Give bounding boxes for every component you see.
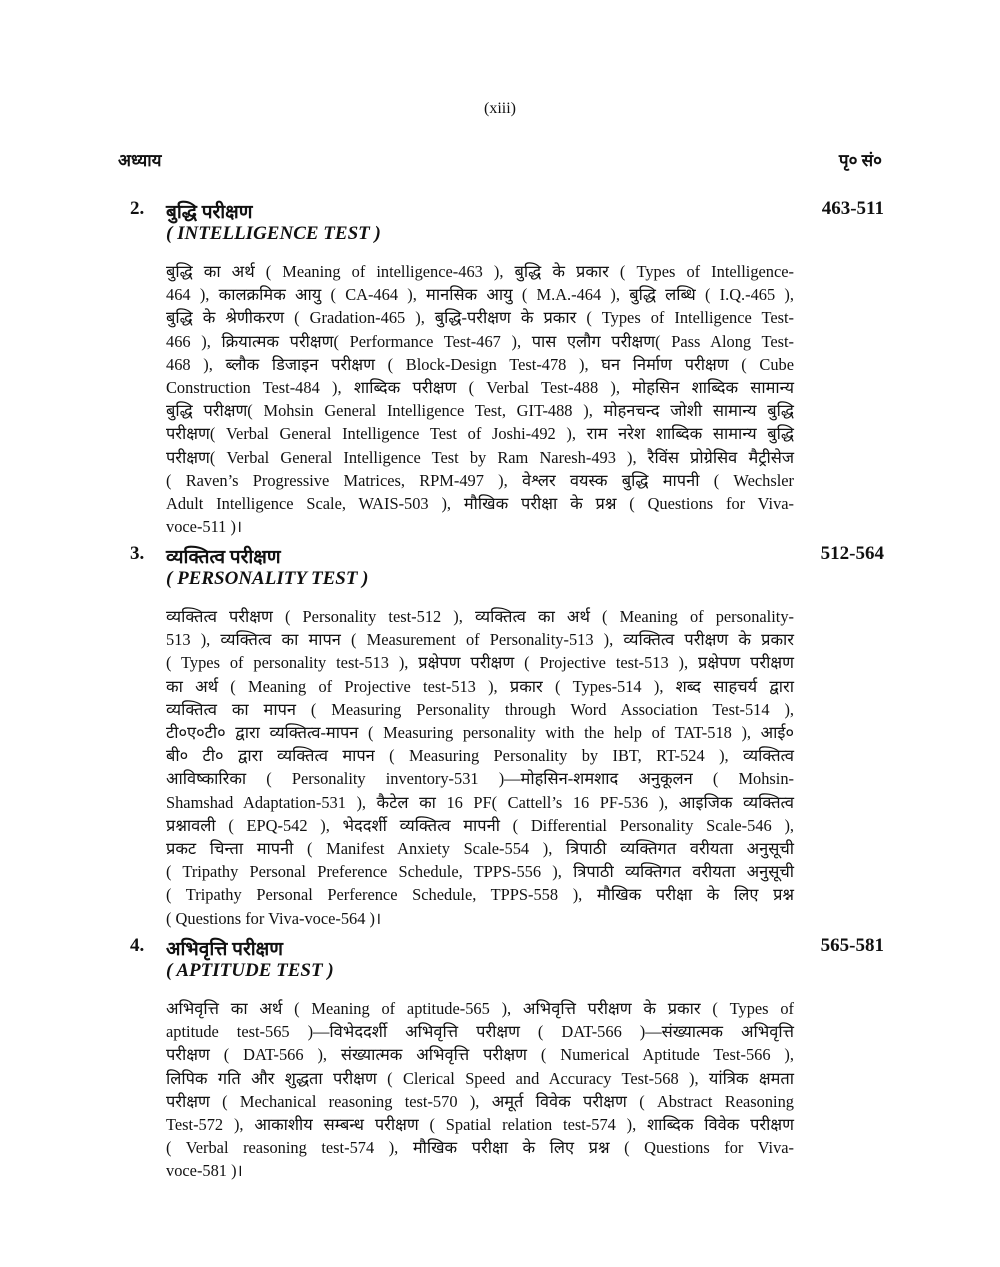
contents-line: Construction Test-484 ), शाब्दिक परीक्षण ( Verbal Test-488 ), मोहसिन शाब्दिक सामान्य [166,378,794,398]
chapter-column-heading: अध्याय [118,151,162,170]
chapter-entry-2 [118,198,884,537]
contents-line: लिपिक गति और शुद्धता परीक्षण ( Clerical Speed and Accuracy Test-568 ), यांत्रिक क्षमता [166,1068,794,1088]
contents-line: बुद्धि परीक्षण( Mohsin General Intelligence Test, GIT-488 ), मोहनचन्द जोशी सामान्य बुद्धि [166,401,794,421]
chapter-title: बुद्धि परीक्षण [166,202,253,223]
contents-line: ( Raven’s Progressive Matrices, RPM-497 ), वेश्लर वयस्क बुद्धि मापनी ( Wechsler [166,470,794,490]
contents-line: परीक्षण( Verbal General Intelligence Test by Ram Naresh-493 ), रैविंस प्रोग्रेसिव मैट्रीसेज [166,447,794,467]
contents-line: aptitude test-565 )—विभेददर्शी अभिवृत्ति परीक्षण ( DAT-566 )—संख्यात्मक अभिवृत्ति [166,1022,794,1042]
chapter-title: व्यक्तित्व परीक्षण [166,547,281,568]
chapter-number: 4. [130,935,145,956]
contents-line: ( Tripathy Personal Preference Schedule, TPPS-556 ), त्रिपाठी व्यक्तिगत वरीयता अनुसूची [166,862,794,882]
contents-line: टी०ए०टी० द्वारा व्यक्तित्व-मापन ( Measuring personality with the help of TAT-518 ), आई० [166,723,794,743]
chapter-contents [166,260,794,538]
contents-line: Adult Intelligence Scale, WAIS-503 ), मौखिक परीक्षा के प्रश्न ( Questions for Viva- [166,494,794,514]
contents-line: अभिवृत्ति का अर्थ ( Meaning of aptitude-565 ), अभिवृत्ति परीक्षण के प्रकार ( Types of [166,999,794,1018]
contents-line: ( Types of personality test-513 ), प्रक्षेपण परीक्षण ( Projective test-513 ), प्रक्षेपण परीक्षण [166,653,794,673]
chapter-page-range: 565-581 [820,935,884,956]
chapter-page-range: 463-511 [821,198,884,219]
contents-line: व्यक्तित्व का मापन ( Measuring Personality through Word Association Test-514 ), [166,699,794,719]
contents-line: बुद्धि के श्रेणीकरण ( Gradation-465 ), बुद्धि-परीक्षण के प्रकार ( Types of Intelligence Test- [166,308,794,328]
contents-line: ( Verbal reasoning test-574 ), मौखिक परीक्षा के लिए प्रश्न ( Questions for Viva- [166,1138,794,1158]
chapter-page-range: 512-564 [820,543,884,564]
page-column-heading: पृ० सं० [838,151,882,170]
chapter-subtitle: ( PERSONALITY TEST ) [166,568,369,589]
contents-line: परीक्षण( Verbal General Intelligence Test of Joshi-492 ), राम नरेश शाब्दिक सामान्य बुद्धि [166,424,794,444]
contents-line: voce-581 )। [166,1161,243,1181]
chapter-number: 2. [130,198,145,219]
contents-line: voce-511 )। [166,517,243,537]
chapter-contents [166,997,794,1183]
contents-line: 468 ), ब्लौक डिजाइन परीक्षण ( Block-Design Test-478 ), घन निर्माण परीक्षण ( Cube [166,354,794,374]
contents-line: ( Tripathy Personal Perference Schedule, TPPS-558 ), मौखिक परीक्षा के लिए प्रश्न [166,885,794,905]
contents-line: का अर्थ ( Meaning of Projective test-513 ), प्रकार ( Types-514 ), शब्द साहचर्य द्वारा [166,676,794,696]
contents-line: परीक्षण ( Mechanical reasoning test-570 ), अमूर्त विवेक परीक्षण ( Abstract Reasoning [166,1091,794,1111]
contents-line: प्रश्नावली ( EPQ-542 ), भेददर्शी व्यक्तित्व मापनी ( Differential Personality Scale-546 ), [166,815,794,835]
contents-line: Shamshad Adaptation-531 ), कैटेल का 16 PF( Cattell’s 16 PF-536 ), आइजिक व्यक्तित्व [166,792,794,812]
chapter-subtitle: ( APTITUDE TEST ) [166,960,334,981]
contents-line: ( Questions for Viva-voce-564 )। [166,908,382,928]
page-number: (xiii) [484,100,516,117]
contents-line: 513 ), व्यक्तित्व का मापन ( Measurement of Personality-513 ), व्यक्तित्व परीक्षण के प्रकार [166,630,794,650]
contents-line: 464 ), कालक्रमिक आयु ( CA-464 ), मानसिक आयु ( M.A.-464 ), बुद्धि लब्धि ( I.Q.-465 ), [166,285,794,305]
chapter-entry-4 [118,935,884,1195]
contents-line: परीक्षण ( DAT-566 ), संख्यात्मक अभिवृत्ति परीक्षण ( Numerical Aptitude Test-566 ), [166,1045,794,1065]
chapter-title: अभिवृत्ति परीक्षण [166,939,284,960]
chapter-subtitle: ( INTELLIGENCE TEST ) [166,223,381,244]
chapter-contents [166,605,794,930]
contents-line: व्यक्तित्व परीक्षण ( Personality test-512 ), व्यक्तित्व का अर्थ ( Meaning of personality- [166,607,794,626]
chapter-number: 3. [130,543,145,564]
contents-line: प्रकट चिन्ता मापनी ( Manifest Anxiety Scale-554 ), त्रिपाठी व्यक्तिगत वरीयता अनुसूची [166,839,794,859]
contents-line: बी० टी० द्वारा व्यक्तित्व मापन ( Measuring Personality by IBT, RT-524 ), व्यक्तित्व [166,746,794,766]
contents-line: बुद्धि का अर्थ ( Meaning of intelligence-463 ), बुद्धि के प्रकार ( Types of Intelligence- [166,262,794,281]
contents-line: आविष्कारिका ( Personality inventory-531 )—मोहसिन-शमशाद अनुकूलन ( Mohsin- [166,769,794,789]
contents-line: Test-572 ), आकाशीय सम्बन्ध परीक्षण ( Spatial relation test-574 ), शाब्दिक विवेक परीक्षण [166,1115,794,1135]
chapter-entry-3 [118,543,884,928]
contents-line: 466 ), क्रियात्मक परीक्षण( Performance Test-467 ), पास एलौग परीक्षण( Pass Along Test- [166,331,794,351]
